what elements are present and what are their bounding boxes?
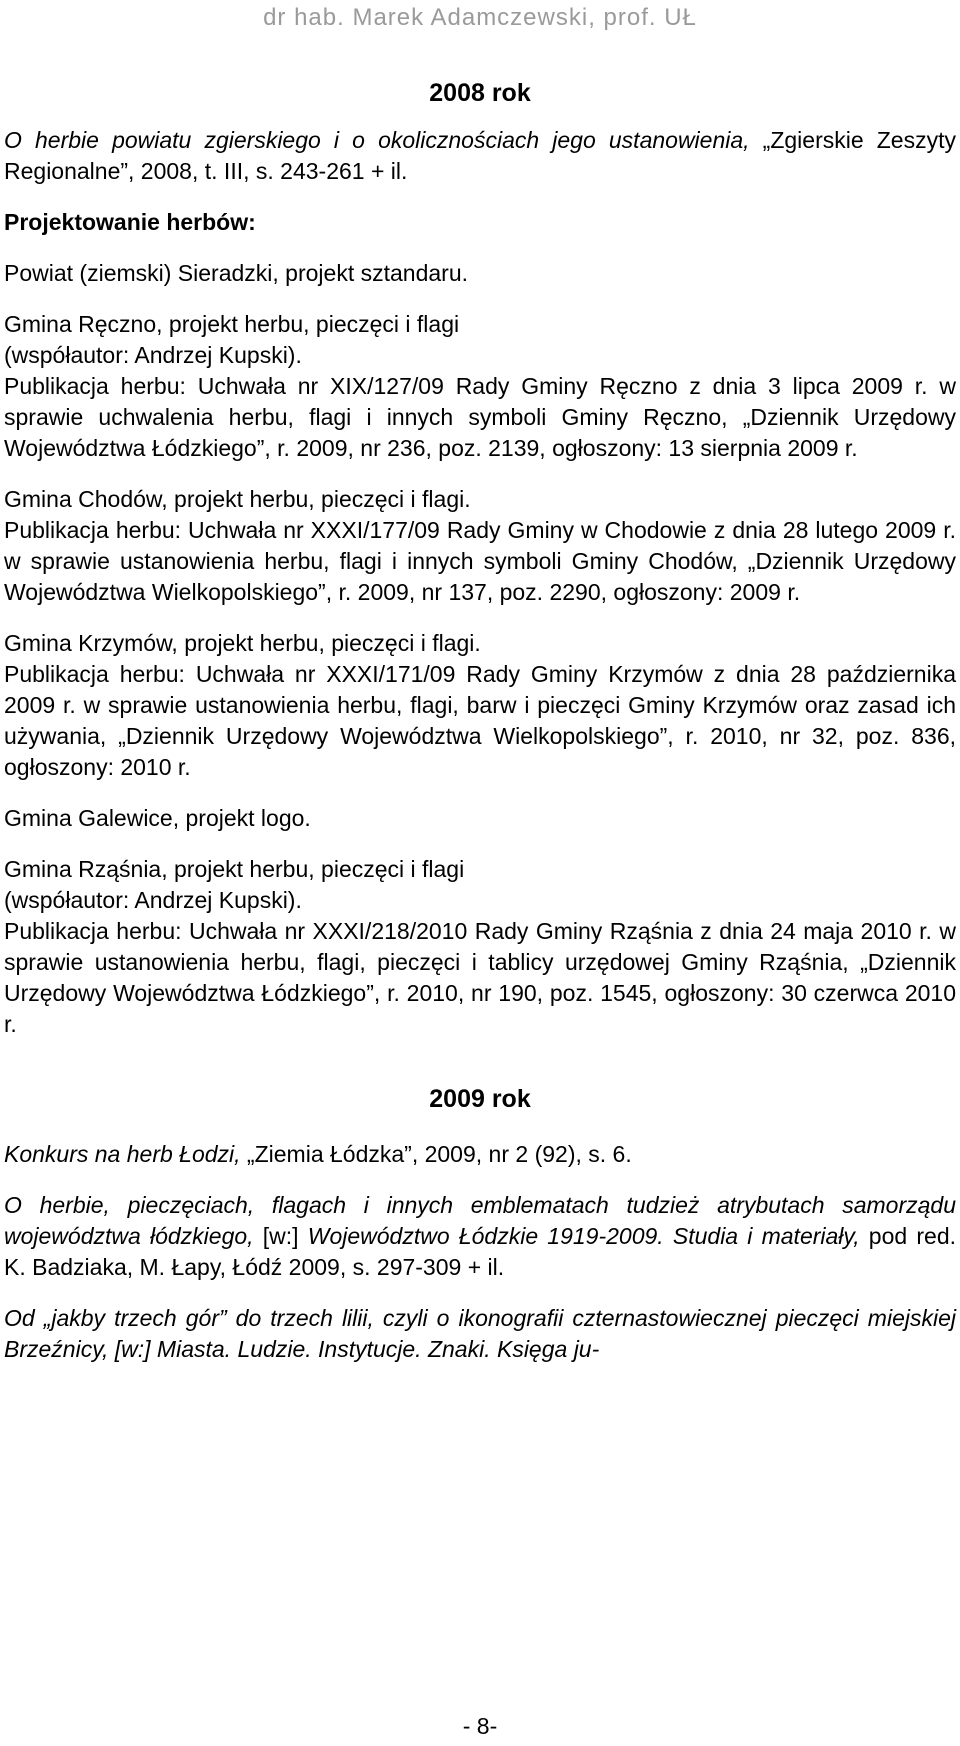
bibliography-entry-lodzkie <box>4 1190 956 1283</box>
bibliography-entry-zgierz <box>4 125 956 187</box>
running-header: dr hab. Marek Adamczewski, prof. UŁ <box>263 4 697 31</box>
entry-source: „Zgierskie Zeszyty Regionalne”, 2008, t. III, s. 243-261 + il. <box>4 127 956 184</box>
entry-title: Konkurs na herb Łodzi, <box>4 1141 241 1167</box>
page-number: - 8- <box>462 1713 498 1739</box>
design-item-reczno-publication: Publikacja herbu: Uchwała nr XIX/127/09 Rady Gminy Ręczno z dnia 3 lipca 2009 r. w sprawie uchwalenia herbu, flagi i innych symboli Gminy Ręczno, „Dziennik Urzędowy Województwa Łódzkiego”, r. 2009, nr 236, poz. 2139, ogłoszony: 13 sierpnia 2009 r. <box>4 373 956 461</box>
design-item-reczno-coauthor: (współautor: Andrzej Kupski). <box>4 342 302 368</box>
design-item-rzasnia-publication: Publikacja herbu: Uchwała nr XXXI/218/2010 Rady Gminy Rząśnia z dnia 24 maja 2010 r. w sprawie ustanowienia herbu, flagi, pieczęci i tablicy urzędowej Gminy Rząśnia, „Dziennik Urzędowy Województwa Łódzkiego”, r. 2010, nr 190, poz. 1545, ogłoszony: 30 czerwca 2010 r. <box>4 918 956 1037</box>
design-item-krzymow: Gmina Krzymów, projekt herbu, pieczęci i flagi. <box>4 630 481 656</box>
design-item-reczno: Gmina Ręczno, projekt herbu, pieczęci i flagi <box>4 311 460 337</box>
content-body <box>4 78 956 1385</box>
design-item-rzasnia: Gmina Rząśnia, projekt herbu, pieczęci i flagi <box>4 856 465 882</box>
entry-text: [w:] <box>253 1223 308 1249</box>
design-item-galewice: Gmina Galewice, projekt logo. <box>4 805 311 831</box>
design-item-chodow-publication: Publikacja herbu: Uchwała nr XXXI/177/09 Rady Gminy w Chodowie z dnia 28 lutego 2009 r. w sprawie ustanowienia herbu, flagi i innych symboli Gminy Chodów, „Dziennik Urzędowy Województwa Wielkopolskiego”, r. 2009, nr 137, poz. 2290, ogłoszony: 2009 r. <box>4 517 956 605</box>
entry-title: Od „jakby trzech gór” do trzech lilii, czyli o ikonografii czternastowiecznej pieczęci miejskiej Brzeźnicy, [w:] Miasta. Ludzie. Instytucje. Znaki. Księga ju- <box>4 1305 956 1362</box>
entry-source: „Ziemia Łódzka”, 2009, nr 2 (92), s. 6. <box>240 1141 632 1167</box>
entry-source: pod red. K. Badziaka, M. Łapy, Łódź 2009, s. 297-309 + il. <box>4 1223 956 1280</box>
design-item-krzymow-publication: Publikacja herbu: Uchwała nr XXXI/171/09 Rady Gminy Krzymów z dnia 28 października 2009 r. w sprawie ustanowienia herbu, flagi, barw i pieczęci Gminy Krzymów oraz zasad ich używania, „Dziennik Urzędowy Województwa Wielkopolskiego”, r. 2010, nr 32, poz. 836, ogłoszony: 2010 r. <box>4 661 956 780</box>
bibliography-entry-konkurs <box>4 1139 956 1170</box>
year-heading-2008: 2008 rok <box>429 79 531 107</box>
bibliography-entry-brzeznica <box>4 1303 956 1365</box>
design-item-sieradz: Powiat (ziemski) Sieradzki, projekt sztandaru. <box>4 260 468 286</box>
entry-title: O herbie, pieczęciach, flagach i innych emblematach tudzież atrybutach samorządu województwa łódzkiego, <box>4 1192 956 1249</box>
entry-title: O herbie powiatu zgierskiego i o okolicznościach jego ustanowienia, <box>4 127 750 153</box>
design-item-rzasnia-coauthor: (współautor: Andrzej Kupski). <box>4 887 302 913</box>
design-item-chodow: Gmina Chodów, projekt herbu, pieczęci i flagi. <box>4 486 471 512</box>
entry-book-title: Województwo Łódzkie 1919-2009. Studia i materiały, <box>307 1223 860 1249</box>
section-heading-design: Projektowanie herbów: <box>4 209 256 235</box>
year-heading-2009: 2009 rok <box>429 1085 531 1113</box>
